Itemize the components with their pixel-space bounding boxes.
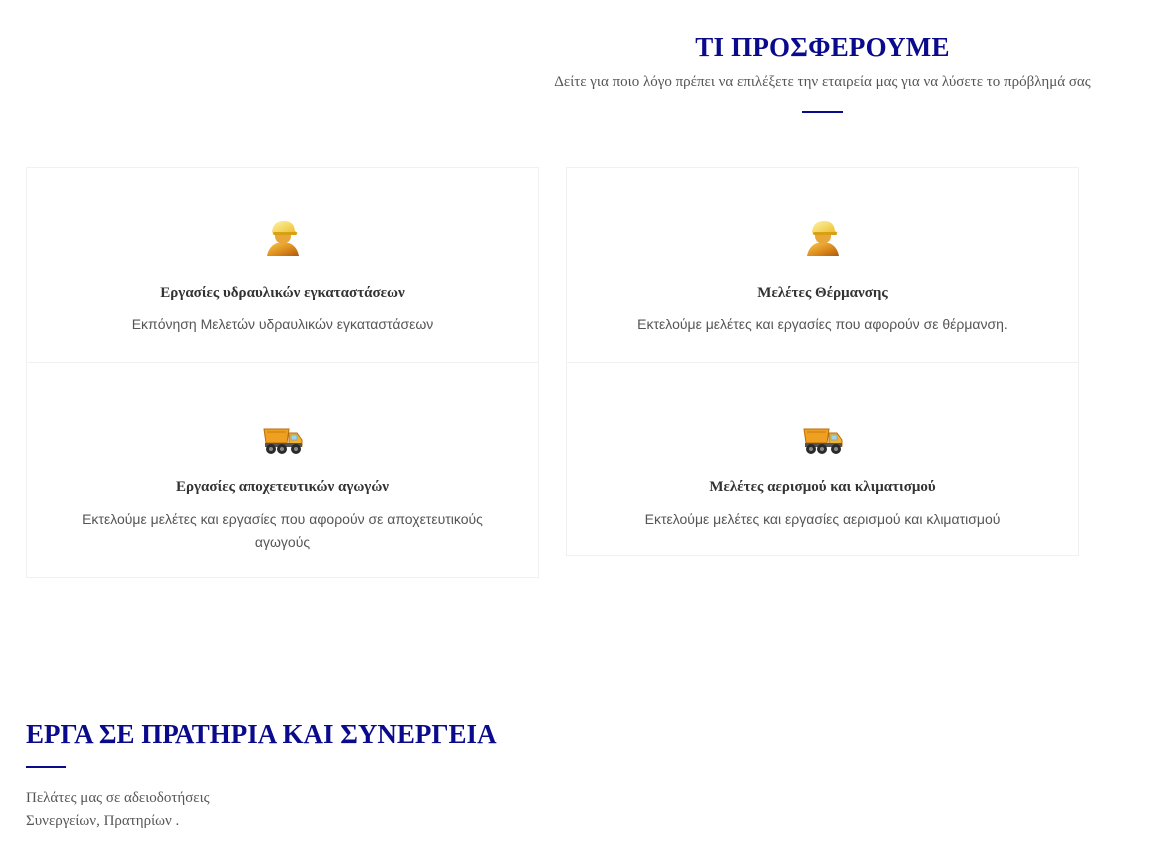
erga-description-line: Πελάτες μας σε αδειοδοτήσεις — [26, 790, 210, 806]
service-title: Μελέτες αερισμού και κλιματισμού — [709, 479, 936, 495]
erga-title: ΕΡΓΑ ΣΕ ΠΡΑΤΗΡΙΑ ΚΑΙ ΣΥΝΕΡΓΕΙΑ — [26, 719, 497, 749]
service-description: Εκτελούμε μελέτες και εργασίες που αφορούν σε θέρμανση. — [637, 316, 1008, 332]
dump-truck-icon — [801, 415, 845, 459]
offers-title-underline — [802, 111, 843, 113]
construction-worker-icon — [801, 216, 845, 260]
service-title: Εργασίες αποχετευτικών αγωγών — [176, 479, 389, 495]
erga-title-underline — [26, 766, 66, 768]
service-card-ventilation — [566, 362, 1079, 556]
service-description: Εκτελούμε μελέτες και εργασίες που αφορούν σε αποχετευτικούς αγωγούς — [82, 511, 483, 550]
offers-title: ΤΙ ΠΡΟΣΦΕΡΟΥΜΕ — [695, 32, 950, 62]
service-title: Μελέτες Θέρμανσης — [757, 285, 888, 301]
service-description: Εκτελούμε μελέτες και εργασίες αερισμού και κλιματισμού — [644, 511, 1001, 527]
service-card-drainage — [26, 362, 539, 578]
erga-description-line: Συνεργείων, Πρατηρίων . — [26, 813, 180, 829]
service-description: Εκπόνηση Μελετών υδραυλικών εγκαταστάσεων — [131, 316, 434, 332]
service-card-heating — [566, 167, 1079, 363]
offers-subtitle: Δείτε για ποιο λόγο πρέπει να επιλέξετε την εταιρεία μας για να λύσετε το πρόβλημά σας — [554, 74, 1091, 90]
service-card-plumbing — [26, 167, 539, 363]
construction-worker-icon — [261, 216, 305, 260]
service-title: Εργασίες υδραυλικών εγκαταστάσεων — [160, 285, 405, 301]
offers-header — [530, 30, 1115, 113]
dump-truck-icon — [261, 415, 305, 459]
erga-description — [26, 787, 210, 833]
